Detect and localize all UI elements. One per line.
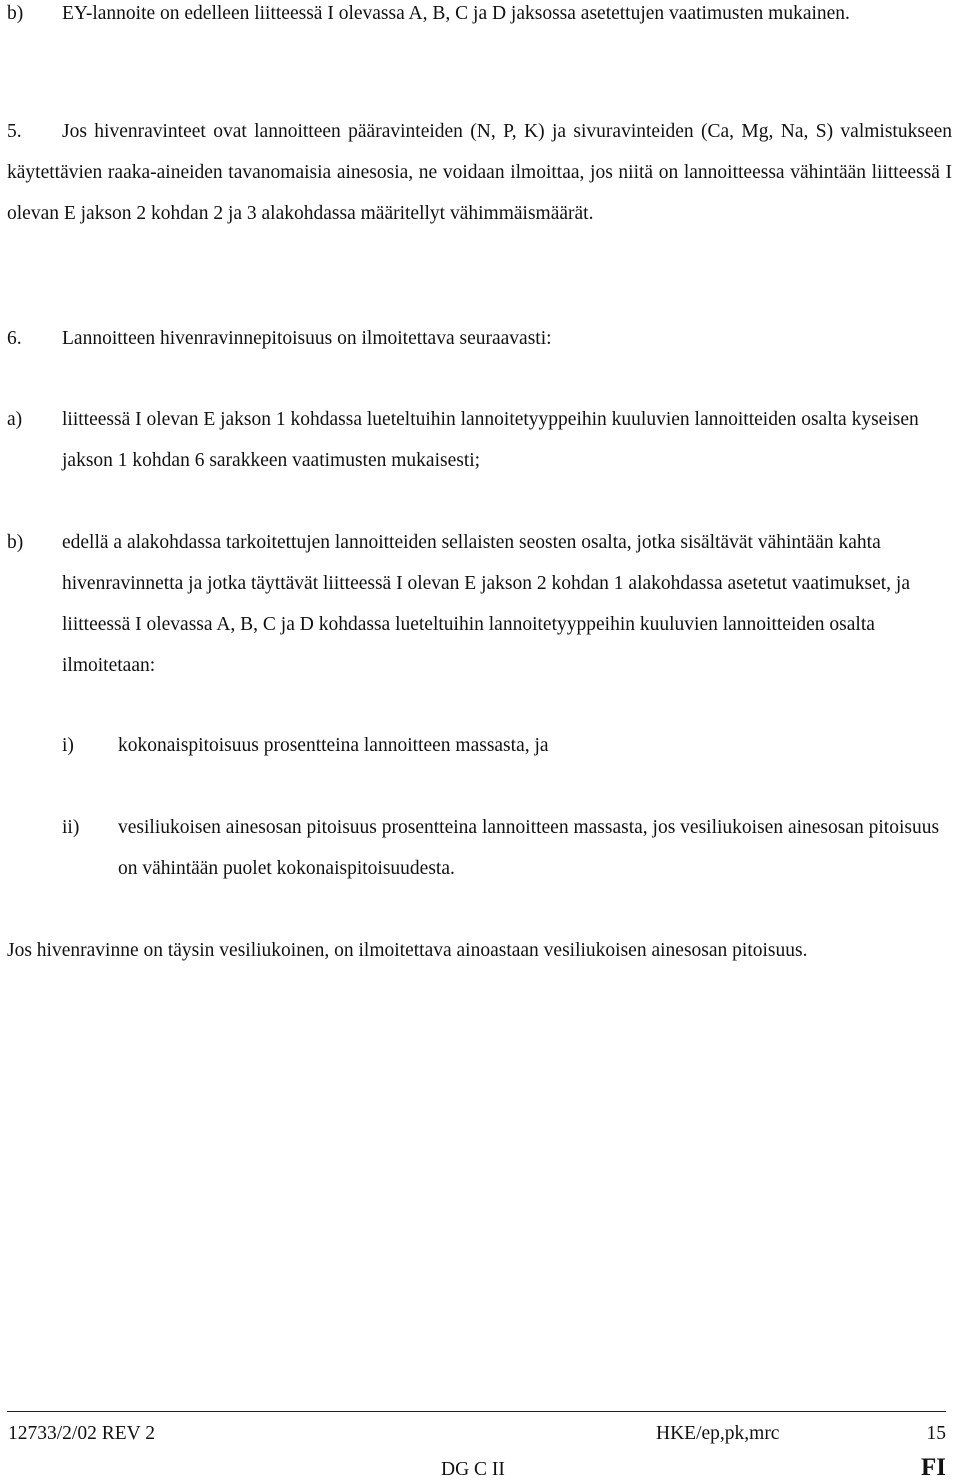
item-marker: b): [7, 532, 24, 553]
subitem-ii: [7, 807, 952, 889]
paragraph-5: [7, 111, 952, 234]
item-marker: ii): [62, 817, 80, 838]
footer-initials: HKE/ep,pk,mrc: [656, 1423, 780, 1444]
footer-page-number: 15: [926, 1423, 946, 1444]
item-text: vesiliukoisen ainesosan pitoisuus prosentteina lannoitteen massasta, jos vesiliukoisen ainesosan pitoisuus on vähintään puolet kokonaispitoisuudesta.: [118, 817, 940, 879]
item-text: edellä a alakohdassa tarkoitettujen lannoitteiden sellaisten seosten osalta, jotka sisältävät vähintään kahta hivenravinnetta ja jotka täyttävät liitteessä I olevan E jakson 2 kohdan 1 alakohdassa asetetut vaatimukset, ja liitteessä I olevassa A, B, C ja D kohdassa lueteltuihin lannoitetyyppeihin kuuluvien lannoitteiden osalta ilmoitetaan:: [62, 532, 910, 676]
footer-rule: [7, 1411, 946, 1412]
item-a: [7, 399, 952, 481]
closing-paragraph: Jos hivenravinne on täysin vesiliukoinen, on ilmoitettava ainoastaan vesiliukoisen ainesosan pitoisuus.: [7, 940, 808, 961]
footer-doc-ref: 12733/2/02 REV 2: [8, 1423, 155, 1444]
footer-language-code: FI: [921, 1454, 946, 1481]
footer-directorate: DG C II: [441, 1459, 505, 1480]
item-text: kokonaispitoisuus prosentteina lannoitteen massasta, ja: [118, 735, 549, 756]
item-text: EY-lannoite on edelleen liitteessä I olevassa A, B, C ja D jaksossa asetettujen vaatimusten mukainen.: [62, 3, 850, 24]
paragraph-number: 5.: [7, 121, 22, 142]
paragraph-text: Lannoitteen hivenravinnepitoisuus on ilmoitettava seuraavasti:: [62, 328, 552, 349]
item-marker: b): [7, 3, 24, 24]
paragraph-text: Jos hivenravinteet ovat lannoitteen pääravinteiden (N, P, K) ja sivuravinteiden (Ca, Mg, Na, S) valmistukseen käytettävien raaka-aineiden tavanomaisia ainesosia, ne voidaan ilmoittaa, jos niitä on lannoitteessa vähintään liitteessä I olevan E jakson 2 kohdan 2 ja 3 alakohdassa määritellyt vähimmäismäärät.: [7, 121, 952, 224]
subitem-i: [7, 725, 952, 766]
item-b-first: [7, 0, 952, 34]
item-b-second: [7, 522, 952, 686]
paragraph-number: 6.: [7, 328, 22, 349]
item-marker: a): [7, 409, 23, 430]
paragraph-6: [7, 318, 952, 359]
item-marker: i): [62, 735, 74, 756]
item-text: liitteessä I olevan E jakson 1 kohdassa lueteltuihin lannoitetyyppeihin kuuluvien lannoitteiden osalta kyseisen jakson 1 kohdan 6 sarakkeen vaatimusten mukaisesti;: [62, 409, 919, 471]
